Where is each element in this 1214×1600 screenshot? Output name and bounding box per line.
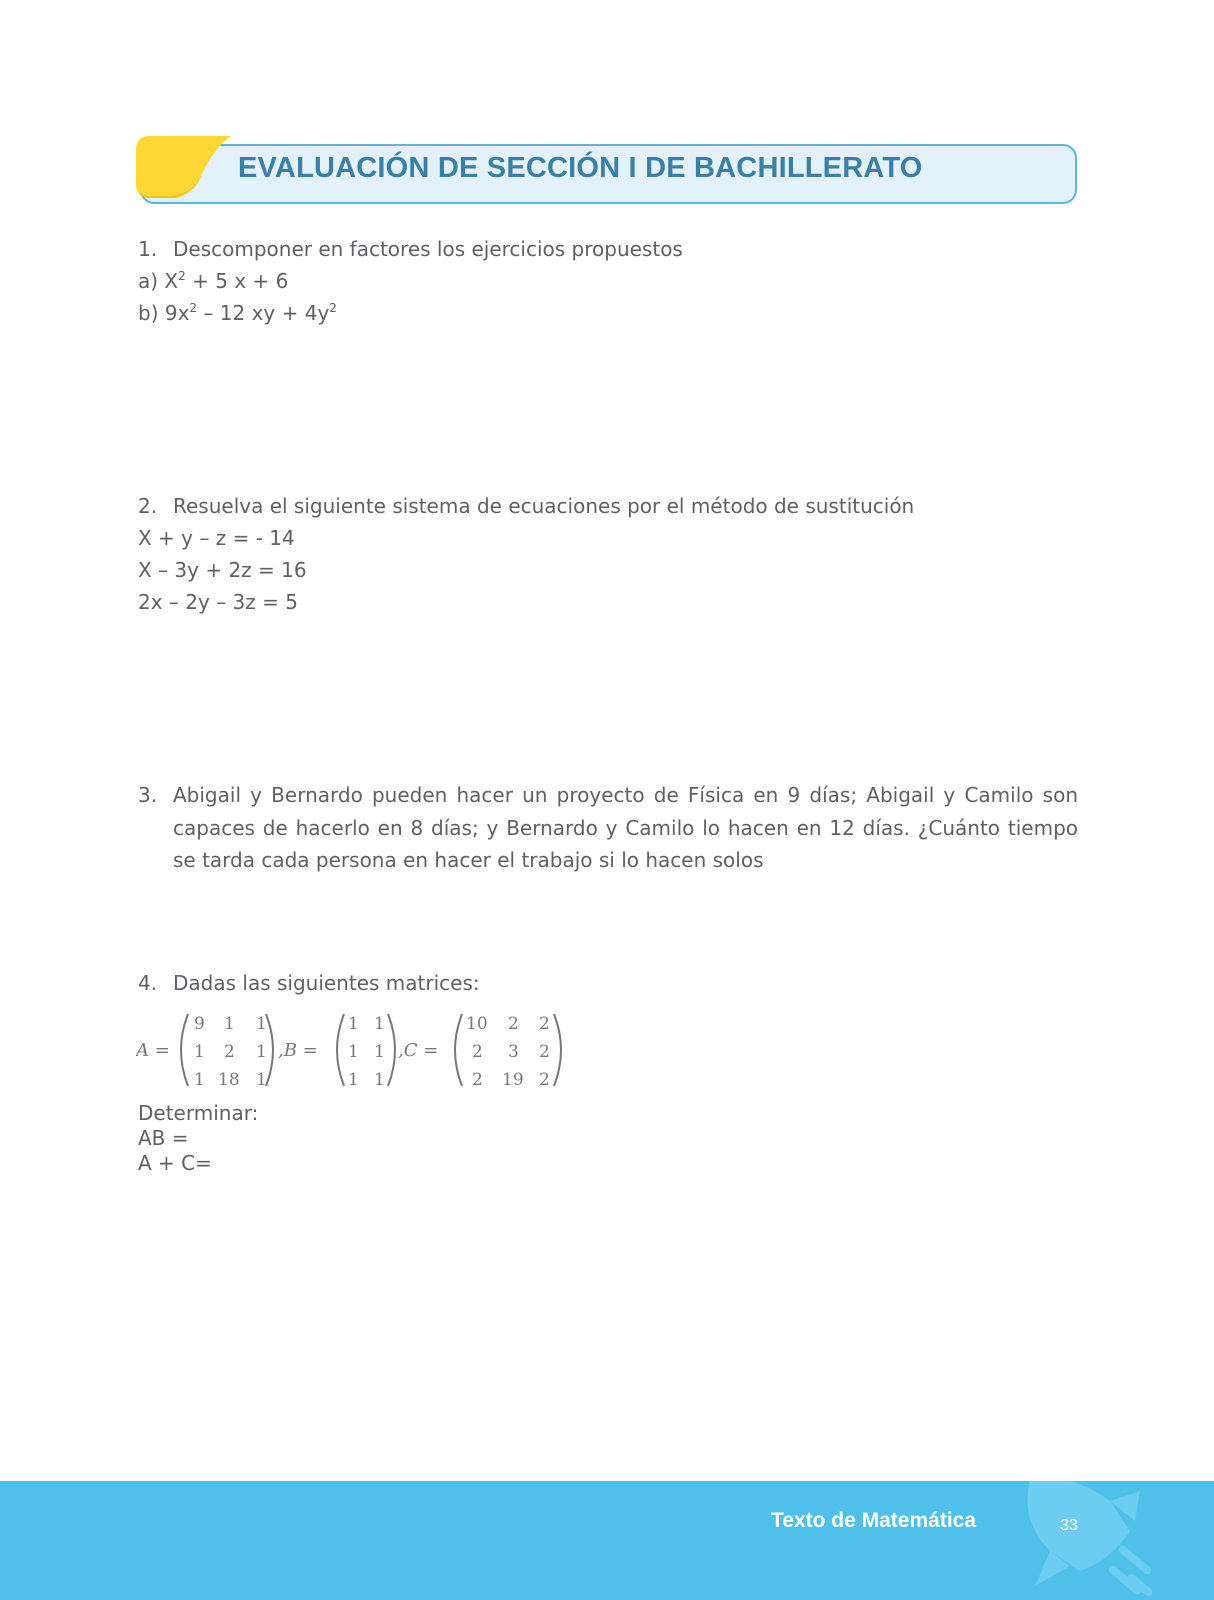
matrix-b-cell: 1 — [348, 1070, 359, 1090]
matrix-c-cell: 10 — [466, 1014, 488, 1034]
q1-b-middle: – 12 xy + 4y — [197, 301, 330, 325]
matrix-b-cell: 1 — [374, 1042, 385, 1062]
q1-a-rest: + 5 x + 6 — [185, 269, 289, 293]
matrix-a-cell: 18 — [218, 1070, 240, 1090]
matrix-c-cell: 2 — [539, 1070, 550, 1090]
question-text: Abigail y Bernardo pueden hacer un proyecto de Física en 9 días; Abigail y Camilo son capaces de hacerlo en 8 días; y Bernardo y Camilo lo hacen en 12 días. ¿Cuánto tiempo se tarda cada persona en hacer el trabajo si lo hacen solos — [173, 783, 1078, 872]
matrix-b-cell: 1 — [348, 1014, 359, 1034]
matrix-c-cell: 2 — [508, 1014, 519, 1034]
matrix-a-cell: 2 — [224, 1042, 235, 1062]
q1-item-b — [138, 297, 337, 329]
matrix-a-cell: 1 — [194, 1042, 205, 1062]
question-2-prompt — [138, 490, 914, 522]
matrix-a-cell: 1 — [256, 1070, 267, 1090]
matrix-c-cell: 19 — [502, 1070, 524, 1090]
equation-1: X + y – z = - 14 — [138, 526, 295, 550]
matrix-a-cell: 1 — [256, 1042, 267, 1062]
question-number: 3. — [138, 783, 158, 807]
question-text: Resuelva el siguiente sistema de ecuaciones por el método de sustitución — [173, 494, 915, 518]
matrix-a-cell: 1 — [194, 1070, 205, 1090]
section-banner — [136, 136, 1077, 204]
question-text: Dadas las siguientes matrices: — [173, 971, 480, 995]
banner-yellow-tab — [136, 136, 236, 202]
matrix-a-cell: 1 — [224, 1014, 235, 1034]
q1-a-exponent: 2 — [178, 269, 186, 283]
q1-b-exponent-1: 2 — [189, 301, 198, 315]
matrix-a-cell: 1 — [256, 1014, 267, 1034]
page-footer — [0, 1481, 1214, 1600]
q1-b-exponent-2: 2 — [329, 301, 337, 315]
q1-a-prefix: a) X — [138, 269, 179, 293]
matrix-c-cell: 2 — [472, 1070, 483, 1090]
matrix-b-label: ,B = — [278, 1040, 318, 1061]
matrix-c-cell: 2 — [472, 1042, 483, 1062]
matrix-b-cell: 1 — [374, 1070, 385, 1090]
rocket-icon — [1010, 1481, 1180, 1600]
matrix-b-cell: 1 — [374, 1014, 385, 1034]
matrix-a-cell: 9 — [194, 1014, 205, 1034]
matrix-c-cell: 3 — [508, 1042, 519, 1062]
page-title: EVALUACIÓN DE SECCIÓN I DE BACHILLERATO — [238, 152, 923, 184]
matrix-c-label: ,C = — [398, 1040, 439, 1061]
q1-b-prefix: b) 9x — [138, 301, 190, 325]
book-title: Texto de Matemática — [771, 1509, 977, 1532]
matrix-b-cell: 1 — [348, 1042, 359, 1062]
page-number-badge — [1050, 1507, 1088, 1545]
equation-3: 2x – 2y – 3z = 5 — [138, 590, 298, 614]
equation-2: X – 3y + 2z = 16 — [138, 558, 307, 582]
question-text: Descomponer en factores los ejercicios propuestos — [173, 237, 683, 261]
question-number: 1. — [138, 237, 158, 261]
page-number: 33 — [1060, 1517, 1078, 1534]
question-number: 2. — [138, 494, 158, 518]
matrix-c-cell: 2 — [539, 1042, 550, 1062]
question-4-prompt — [138, 967, 480, 999]
determine-label: Determinar: — [138, 1101, 259, 1125]
matrix-a-label: A = — [136, 1040, 170, 1061]
determine-item-a-plus-c: A + C= — [138, 1151, 212, 1175]
matrices-figure — [136, 1010, 596, 1090]
matrix-c-cell: 2 — [539, 1014, 550, 1034]
determine-item-ab: AB = — [138, 1126, 189, 1150]
question-number: 4. — [138, 971, 158, 995]
q1-item-a — [138, 265, 288, 297]
question-1-prompt — [138, 233, 683, 265]
question-3 — [138, 779, 1078, 877]
